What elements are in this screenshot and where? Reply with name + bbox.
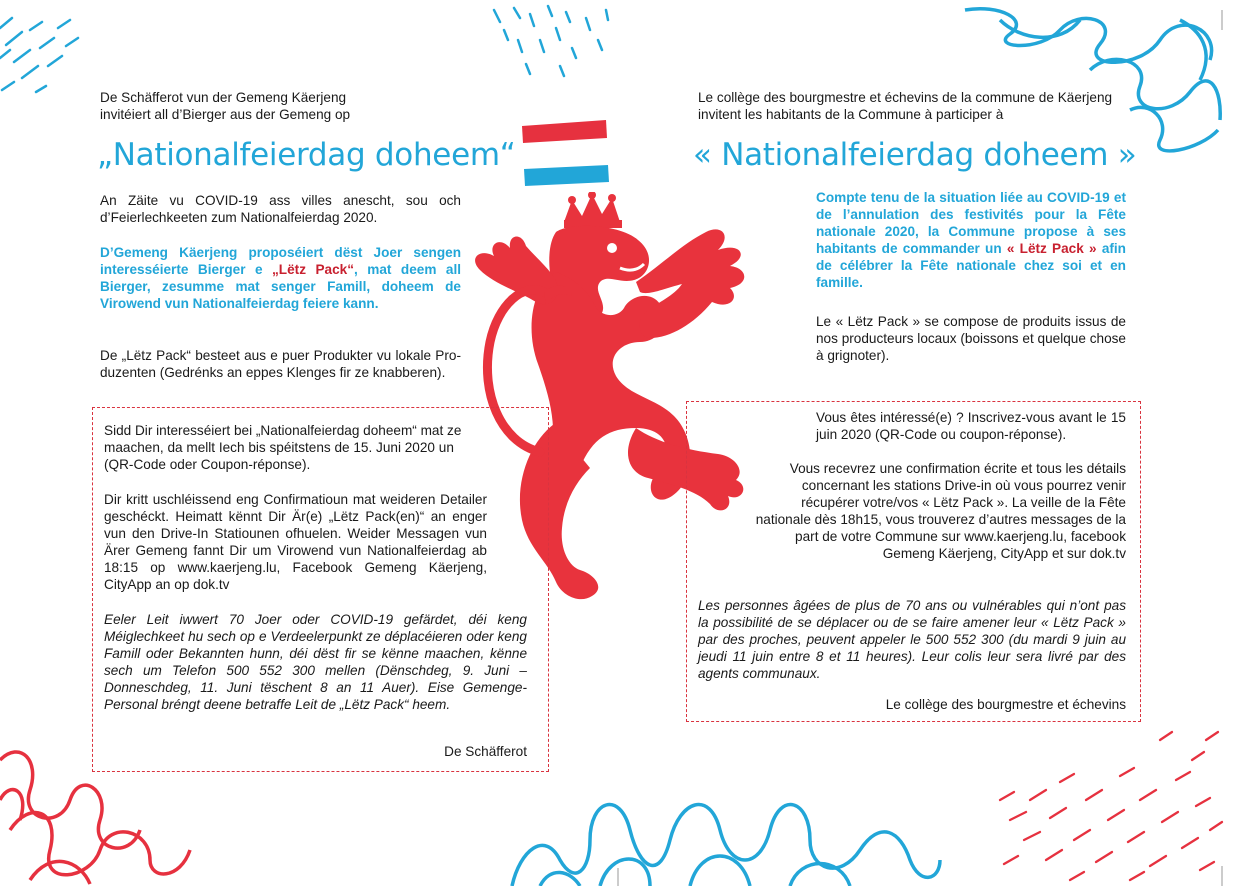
right-box-registration: Vous êtes intéressé(e) ? Inscrivez-vous avant le 15 juin 2020 (QR-Code ou coupon-réponse). <box>816 410 1126 442</box>
red-dashes-bottom-right <box>1000 732 1222 880</box>
right-paragraph-pack-contents: Le « Lëtz Pack » se compose de produits issus de nos producteurs locaux (boissons et quelque chose à grignoter). <box>816 314 1126 363</box>
right-box-confirmation: Vous recevrez une confirmation écrite et tous les détails concernant les stations Drive-in où vous pourrez venir récupérer votre/vos « Lëtz Pack ». La veille de la Fête nationale dès 18h15, vous trouverez d’autres messages de la part de votre Commune sur www.kaerjeng.lu, facebook Gemeng Käerjeng, CityApp et sur dok.tv <box>755 461 1126 561</box>
letz-pack-highlight-fr: « Lëtz Pack » <box>1006 241 1097 256</box>
right-box-elderly-notice: Les personnes âgées de plus de 70 ans ou vulnérables qui n’ont pas la possibilité de se déplacer ou de se faire amener leur « Lëtz Pack » par des proches, peuvent appeler le 500 552 300 (du mardi 9 juin au jeudi 11 juin entre 8 et 11 heures). Leur colis leur sera livré par des agents communaux. <box>698 598 1126 681</box>
blue-scribble-bottom-center <box>512 805 940 886</box>
blue-dashes-top-left <box>0 18 78 92</box>
left-proposal-text-after: , mat deem all Bierger, zesumme mat senger Famill, doheem de Virowend vun Nationalfeierdag feiere kann. <box>100 262 462 311</box>
left-paragraph-covid: An Zäite vu COVID-19 ass villes anescht, sou och d’Feierlechkeeten zum Nationalfeierdag 2020. <box>100 193 461 225</box>
left-box-elderly-notice: Eeler Leit iwwert 70 Joer oder COVID-19 gefärdet, déi keng Méiglechkeet hu sech op e Verdeelerpunkt ze déplacéieren oder keng Famill oder Bekannten hunn, déi dëst fir se kënne maachen, kënne sech um Telefon 500 552 300 mellen (Dënschdeg, 9. Juni – Donneschdeg, 11. Juni tëschent 8 an 11 Auer). Eise Gemenge-Personal bréngt deene betraffe Leit de „Lëtz Pack“ heem. <box>104 612 527 712</box>
right-signature: Le collège des bourgmestre et échevins <box>885 697 1126 712</box>
left-paragraph-pack-contents: De „Lëtz Pack“ besteet aus e puer Produkter vu lokale Produzenten (Gedrénks an eppes Klenges fir ze knabberen). <box>100 348 461 380</box>
right-title: « Nationalfeierdag doheem » <box>693 137 1137 173</box>
left-intro <box>100 89 460 123</box>
right-intro-line-2: invitent les habitants de la Commune à participer à <box>698 107 1004 122</box>
left-intro-line-1: De Schäfferot vun der Gemeng Käerjeng <box>100 90 347 105</box>
left-box-registration: Sidd Dir interesséiert bei „Nationalfeierdag doheem“ mat ze maachen, da mellt Iech bis spéitstens de 15. Juni 2020 un (QR-Code oder Coupon-réponse). <box>104 423 462 472</box>
right-paragraph-proposal <box>816 189 1126 291</box>
left-paragraph-proposal <box>100 244 461 312</box>
left-proposal-text-before: D’Gemeng Käerjeng proposéiert dëst Joer sengen interesséierte Bierger e <box>100 245 461 277</box>
right-proposal-text-before: Compte tenu de la situation liée au COVID-19 et de l’annulation des festivités pour la Fête nationale 2020, la Commune propose à ses habitants de commander un <box>816 190 1126 256</box>
right-intro-line-1: Le collège des bourgmestre et échevins de la commune de Käerjeng <box>698 90 1113 105</box>
right-proposal-text-after: afin de célébrer la Fête nationale chez soi et en famille. <box>816 241 1126 290</box>
right-intro <box>698 89 1138 123</box>
left-intro-line-2: invitéiert all d’Bierger aus der Gemeng op <box>100 107 351 122</box>
left-title: „Nationalfeierdag doheem“ <box>97 137 516 173</box>
left-box-confirmation: Dir kritt uschléissend eng Confirmatioun mat weideren Detailer geschéckt. Heimatt kënnt Dir Är(e) „Lëtz Pack(en)“ an enger vun den Drive-In Statiounen ofhuelen. Weider Messagen vun Ärer Gemeng fannt Dir um Virowend vun Nationalfeierdag ab 18:15 op www.kaerjeng.lu, Facebook Gemeng Käerjeng, CityApp an op dok.tv <box>104 492 487 592</box>
luxembourg-flag <box>520 120 612 186</box>
letz-pack-highlight: „Lëtz Pack“ <box>272 262 355 277</box>
blue-loops-top-right <box>965 9 1220 151</box>
left-signature: De Schäfferot <box>444 744 527 759</box>
blue-ticks-top-center <box>494 6 608 76</box>
